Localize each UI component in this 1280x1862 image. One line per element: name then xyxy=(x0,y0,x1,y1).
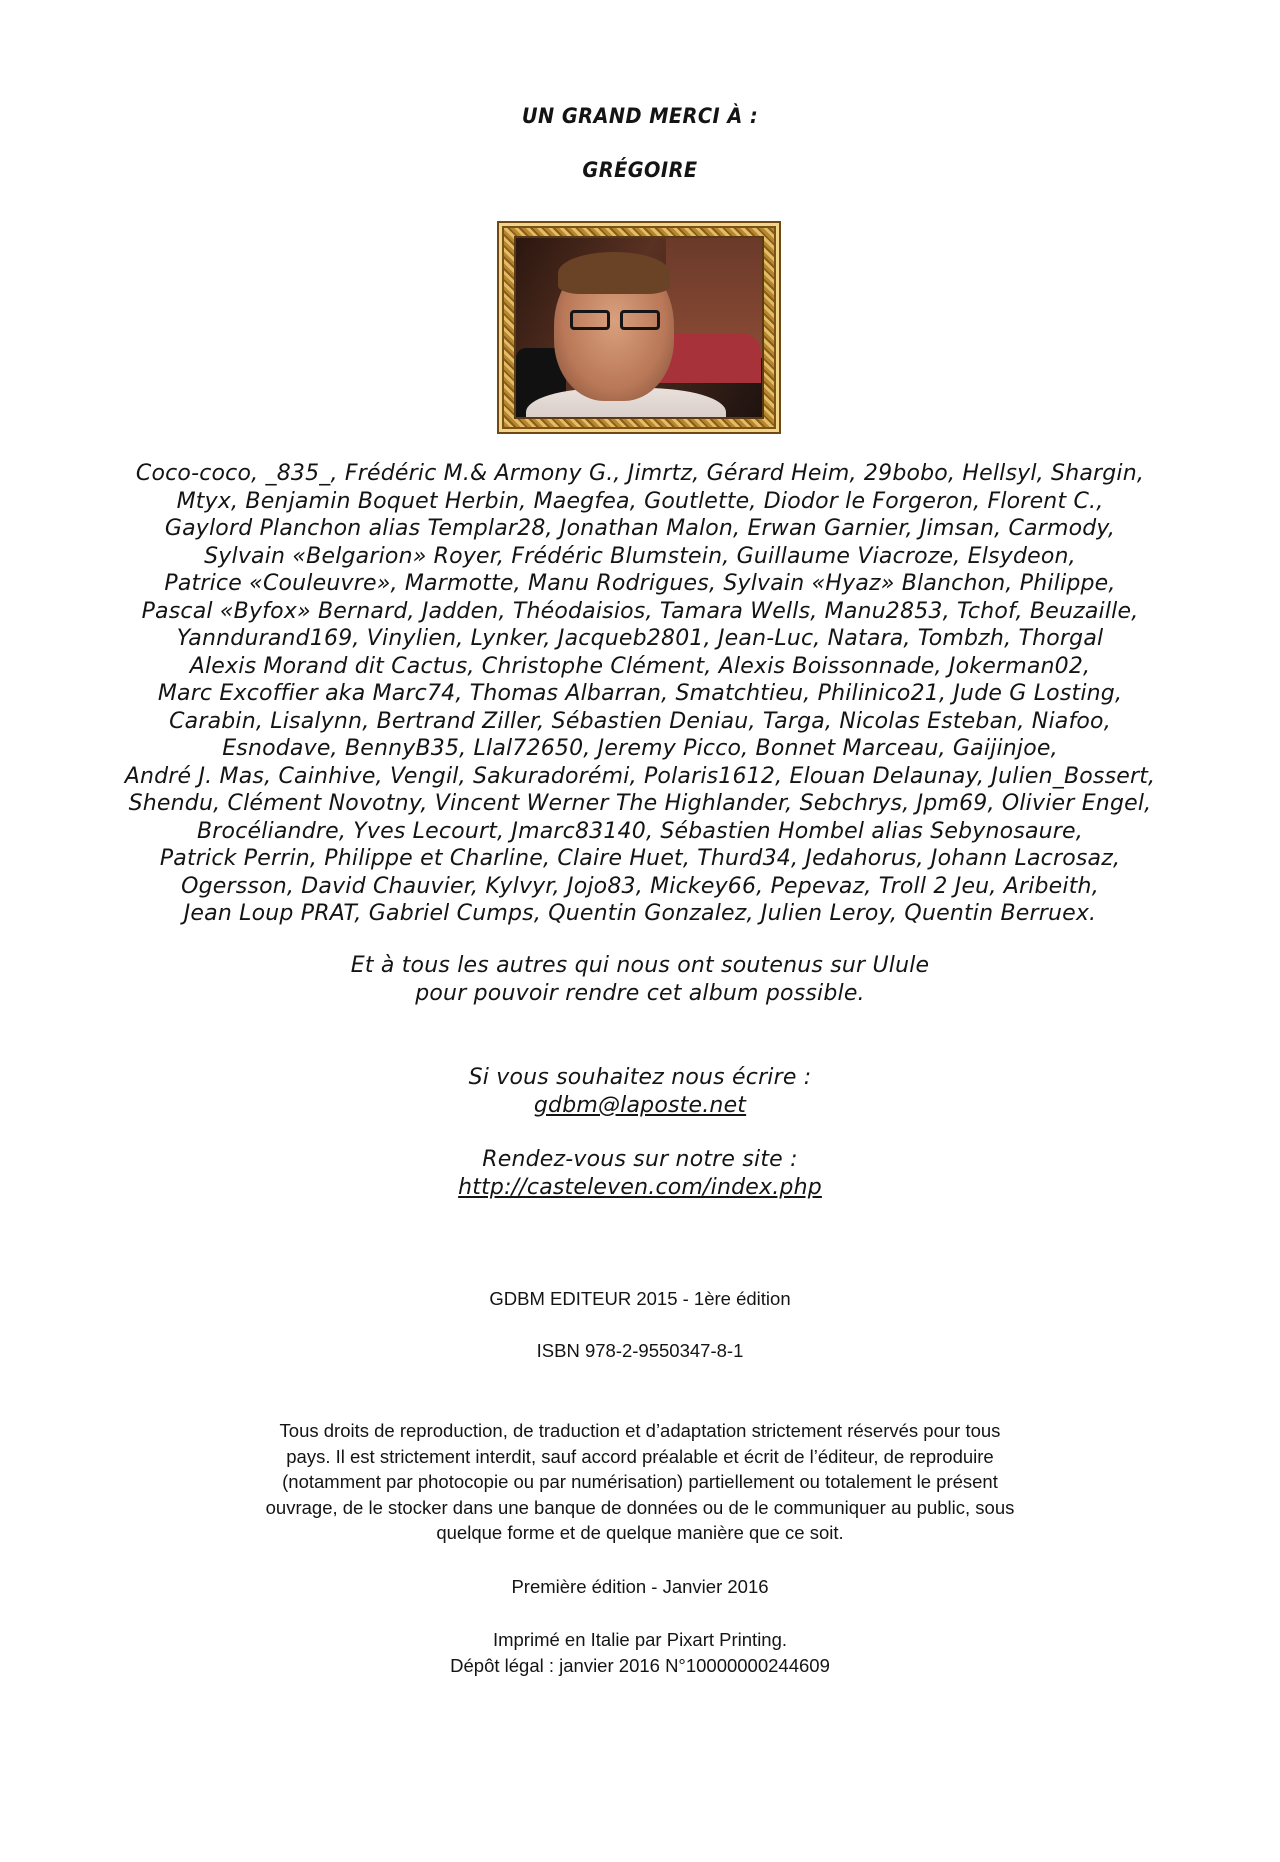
supporters-list xyxy=(0,460,1280,928)
supporters-line: Yanndurand169, Vinylien, Lynker, Jacqueb2801, Jean-Luc, Natara, Tombzh, Thorgal xyxy=(176,626,1104,651)
rights-line: Tous droits de reproduction, de traduction et d’adaptation strictement réservés pour tous xyxy=(279,1420,1001,1441)
rights-line: ouvrage, de le stocker dans une banque de données ou de le communiquer au public, sous xyxy=(265,1496,1015,1518)
supporters-line: Coco-coco, _835_, Frédéric M.& Armony G., Jimrtz, Gérard Heim, 29bobo, Hellsyl, Shargin, xyxy=(135,461,1145,486)
edition-info: GDBM EDITEUR 2015 - 1ère édition xyxy=(489,1288,791,1309)
honoree-name: GRÉGOIRE xyxy=(582,158,698,182)
supporters-line: Alexis Morand dit Cactus, Christophe Clément, Alexis Boissonnade, Jokerman02, xyxy=(189,653,1091,679)
supporters-line: Marc Excoffier aka Marc74, Thomas Albarran, Smatchtieu, Philinico21, Jude G Losting, xyxy=(157,681,1123,706)
rights-line: (notamment par photocopie ou par numérisation) partiellement ou totalement le présent xyxy=(282,1471,998,1492)
portrait-photo xyxy=(514,236,764,419)
supporters-line: Jean Loup PRAT, Gabriel Cumps, Quentin Gonzalez, Julien Leroy, Quentin Berruex. xyxy=(183,901,1097,926)
email-link[interactable]: gdbm@laposte.net xyxy=(533,1092,747,1118)
supporters-line: Patrice «Couleuvre», Marmotte, Manu Rodrigues, Sylvain «Hyaz» Blanchon, Philippe, xyxy=(164,571,1116,596)
others-thanks xyxy=(0,952,1280,1007)
rights-notice xyxy=(0,1418,1280,1546)
website-link[interactable]: http://casteleven.com/index.php xyxy=(458,1174,822,1200)
supporters-line: Gaylord Planchon alias Templar28, Jonathan Malon, Erwan Garnier, Jimsan, Carmody, xyxy=(164,516,1116,541)
legal-deposit: Dépôt légal : janvier 2016 N°10000000244609 xyxy=(450,1654,830,1676)
supporters-line: André J. Mas, Cainhive, Vengil, Sakuradorémi, Polaris1612, Elouan Delaunay, Julien_Bossert, xyxy=(124,763,1156,789)
website-block xyxy=(0,1146,1280,1201)
others-thanks-line-2: pour pouvoir rendre cet album possible. xyxy=(415,980,865,1006)
supporters-line: Brocéliandre, Yves Lecourt, Jmarc83140, Sébastien Hombel alias Sebynosaure, xyxy=(197,818,1083,844)
supporters-line: Ogersson, David Chauvier, Kylvyr, Jojo83, Mickey66, Pepevaz, Troll 2 Jeu, Aribeith, xyxy=(181,873,1099,899)
write-label: Si vous souhaitez nous écrire : xyxy=(468,1065,812,1090)
supporters-line: Patrick Perrin, Philippe et Charline, Claire Huet, Thurd34, Jedahorus, Johann Lacrosaz, xyxy=(159,846,1121,871)
rights-line: pays. Il est strictement interdit, sauf accord préalable et écrit de l’éditeur, de reproduire xyxy=(286,1445,994,1467)
rights-line: quelque forme et de quelque manière que ce soit. xyxy=(436,1522,844,1543)
thanks-heading: UN GRAND MERCI À : xyxy=(521,104,759,128)
supporters-line: Sylvain «Belgarion» Royer, Frédéric Blumstein, Guillaume Viacroze, Elsydeon, xyxy=(204,543,1076,569)
supporters-line: Carabin, Lisalynn, Bertrand Ziller, Sébastien Deniau, Targa, Nicolas Esteban, Niafoo, xyxy=(169,708,1111,734)
supporters-line: Pascal «Byfox» Bernard, Jadden, Théodaisios, Tamara Wells, Manu2853, Tchof, Beuzaille, xyxy=(141,598,1139,624)
contact-block xyxy=(0,1064,1280,1119)
printing-info xyxy=(0,1627,1280,1678)
supporters-line: Shendu, Clément Novotny, Vincent Werner The Highlander, Sebchrys, Jpm69, Olivier Engel, xyxy=(128,791,1152,816)
website-label: Rendez-vous sur notre site : xyxy=(482,1147,798,1172)
isbn-info: ISBN 978-2-9550347-8-1 xyxy=(536,1340,744,1361)
others-thanks-line-1: Et à tous les autres qui nous ont soutenus sur Ulule xyxy=(350,953,930,978)
supporters-line: Esnodave, BennyB35, Llal72650, Jeremy Picco, Bonnet Marceau, Gaijinjoe, xyxy=(222,736,1058,761)
framed-portrait-photo xyxy=(497,221,781,434)
printed-by: Imprimé en Italie par Pixart Printing. xyxy=(492,1629,788,1650)
first-edition-date: Première édition - Janvier 2016 xyxy=(511,1576,769,1597)
supporters-line: Mtyx, Benjamin Boquet Herbin, Maegfea, Goutlette, Diodor le Forgeron, Florent C., xyxy=(176,488,1104,514)
